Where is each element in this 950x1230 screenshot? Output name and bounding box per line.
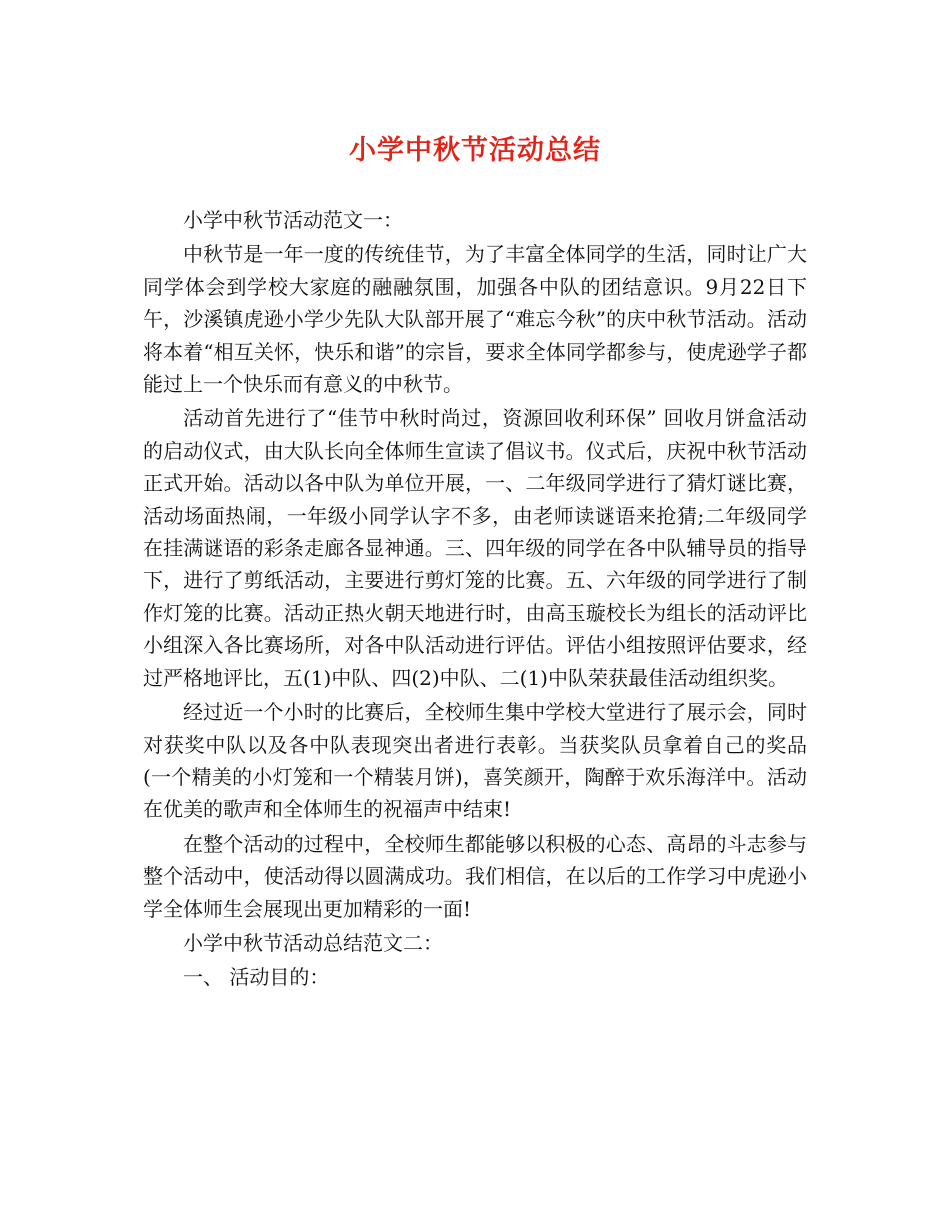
list-item: 一、 活动目的：: [183, 965, 330, 990]
paragraph: 在整个活动的过程中，全校师生都能够以积极的心态、高昂的斗志参与整个活动中，使活动得以圆满成功。我们相信，在以后的工作学习中虎逊小学全体师生会展现出更加精彩的一面!: [143, 831, 807, 921]
document-title: 小学中秋节活动总结: [349, 135, 601, 166]
document-body: [143, 204, 807, 994]
section-heading-2: 小学中秋节活动总结范文二：: [183, 930, 443, 955]
section-heading-1: 小学中秋节活动范文一：: [183, 208, 403, 232]
paragraph: 经过近一个小时的比赛后，全校师生集中学校大堂进行了展示会，同时对获奖中队以及各中队表现突出者进行表彰。当获奖队员拿着自己的奖品(一个精美的小灯笼和一个精装月饼)，喜笑颜开，陶醉于欢乐海洋中。活动在优美的歌声和全体师生的祝福声中结束!: [143, 700, 807, 822]
paragraph: 活动首先进行了“佳节中秋时尚过，资源回收利环保” 回收月饼盒活动的启动仪式，由大队长向全体师生宣读了倡议书。仪式后，庆祝中秋节活动正式开始。活动以各中队为单位开展，一、二年级同学进行了猜灯谜比赛，活动场面热闹，一年级小同学认字不多，由老师读谜语来抢猜;二年级同学在挂满谜语的彩条走廊各显神通。三、四年级的同学在各中队辅导员的指导下，进行了剪纸活动，主要进行剪灯笼的比赛。五、六年级的同学进行了制作灯笼的比赛。活动正热火朝天地进行时，由高玉璇校长为组长的活动评比小组深入各比赛场所，对各中队活动进行评估。评估小组按照评估要求，经过严格地评比，五(1)中队、四(2)中队、二(1)中队荣获最佳活动组织奖。: [143, 406, 807, 690]
paragraph: 中秋节是一年一度的传统佳节，为了丰富全体同学的生活，同时让广大同学体会到学校大家庭的融融氛围，加强各中队的团结意识。9月22日下午，沙溪镇虎逊小学少先队大队部开展了“难忘今秋”的庆中秋节活动。活动将本着“相互关怀，快乐和谐”的宗旨，要求全体同学都参与，使虎逊学子都能过上一个快乐而有意义的中秋节。: [143, 242, 807, 397]
